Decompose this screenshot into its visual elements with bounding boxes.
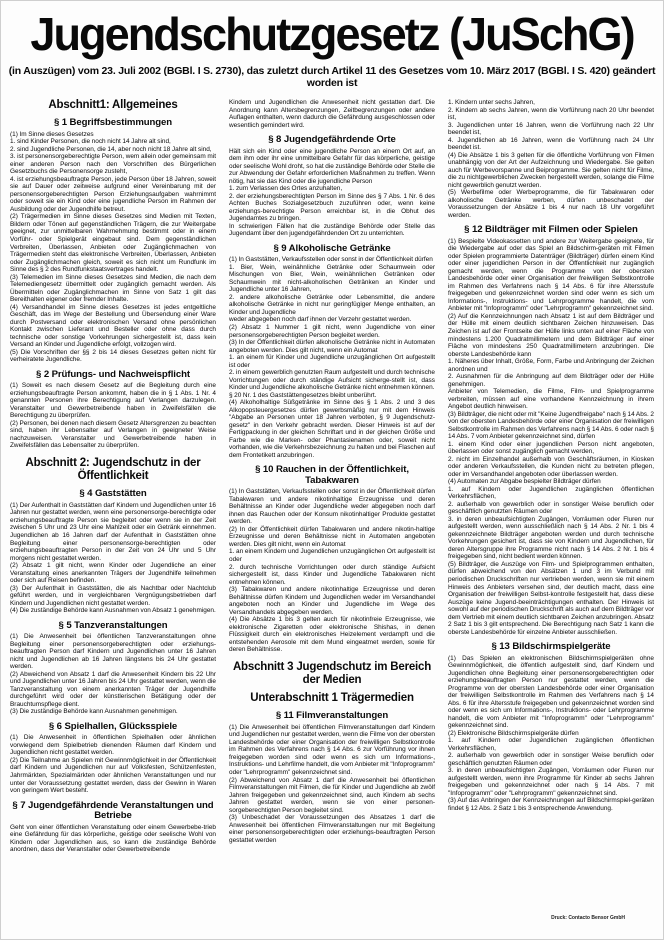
page-title: Jugendschutzgesetz (JuSchG) bbox=[30, 8, 634, 60]
law-paragraph: (2) Abweichend von Absatz 1 darf die Anwesenheit Kindern bis 22 Uhr und Jugendlichen unter 16 Jahren bis 24 Uhr gestattet werden, wenn die Tanzveranstaltung von einem anerkannten Träger der Jugendhilfe durchgeführt wird oder der künstlerischen Betätigung oder der Brauchtumspflege dient. bbox=[10, 670, 216, 708]
law-paragraph: 2. in einem gewerblich genutzten Raum aufgestellt und durch technische Vorrichtungen oder durch ständige Aufsicht sicherge-stellt ist, dass Kinder und Jugendliche alkoholische Getränke nicht entnehmen können. bbox=[229, 369, 435, 392]
law-paragraph: (5) Die Vorschriften der §§ 2 bis 14 dieses Gesetzes gelten nicht für verheiratete Jugendliche. bbox=[10, 348, 216, 364]
law-paragraph: 3. in deren unbeaufsichtigten Zugängen, Vorräumen oder Fluren nur aufgestellt werden, wenn ausschließlich nach § 14 Abs. 2 Nr. 1 bis 4 gekennzeichnete Bildträger angeboten werden und durch technische Vorkehrungen gesichert ist, dass sie von Kindern und Jugendlichen, für deren Altersgruppe ihre Programme nicht nach § 14 Abs. 2 Nr. 1 bis 4 freigegeben sind, nicht bedient werden können. bbox=[448, 515, 654, 561]
law-paragraph: (1) Im Sinne dieses Gesetzes bbox=[10, 130, 94, 138]
law-paragraph: (1) Bespielte Videokassetten und andere zur Weitergabe geeignete, für die Wiedergabe auf oder das Spiel an Bildschirm-geräten mit Filmen oder Spielen programmierte Datenträger (Bildträger) dürfen einem Kind oder einer jugendlichen Person in der Öffentlichkeit nur zugänglich gemacht werden, wenn die Programme von der obersten Landesbehörde oder einer Organisation der freiwilligen Selbstkontrolle im Rahmen des Verfahrens nach § 14 Abs. 6 für ihre Altersstufe freigegeben und gekennzeichnet worden sind oder wenn es sich um Informations-, Instruktions- und Lehrprogramme handelt, die vom Anbieter mit "Infoprogramm" oder "Lehrprogramm" gekennzeichnet sind. bbox=[448, 237, 654, 313]
law-paragraph: (2) Auf die Kennzeichnungen nach Absatz 1 ist auf dem Bildträger und der Hülle mit einem deutlich sichtbaren Zeichen hinzuweisen. Das Zeichen ist auf der Frontseite der Hülle links unten auf einer Fläche von mindestens 1.200 Quadratmillimetern und dem Bildträger auf einer Fläche von mindestens 250 Quadratmillimetern anzubringen. Die oberste Landesbehörde kann bbox=[448, 312, 654, 358]
law-paragraph: (3) Telemedien im Sinne dieses Gesetzes sind Medien, die nach dem Telemediengesetz übermittelt oder zugänglich gemacht werden. Als Übermitteln oder Zugänglichmachen im Sinne von Satz 1 gilt das Bereithalten eigener oder fremder Inhalte. bbox=[10, 273, 216, 304]
law-paragraph: (2) Elektronische Bildschirmspielgeräte dürfen bbox=[448, 729, 579, 737]
law-paragraph: (1) Die Anwesenheit in öffentlichen Spielhallen oder ähnlichen vorwiegend dem Spielbetrieb dienenden Räumen darf Kindern und Jugendlichen nicht gestattet werden. bbox=[10, 734, 216, 757]
law-paragraph: Hält sich ein Kind oder eine jugendliche Person an einem Ort auf, an dem ihm oder ihr eine unmittelbare Gefahr für das körperliche, geistige oder seelische Wohl droht, so hat die zuständige Behörde oder Stelle die zur Abwendung der Gefahr erforderlichen Maßnahmen zu treffen. Wenn nötig, hat sie das Kind oder die jugendliche Person bbox=[229, 147, 435, 185]
section-heading: § 13 Bildschirmspielgeräte bbox=[491, 641, 611, 653]
section-heading: § 7 Jugendgefährdende Veranstaltungen und Betriebe bbox=[12, 799, 214, 822]
chapter-heading: Abschnitt1: Allgemeines bbox=[48, 99, 178, 111]
law-paragraph: 2. andere alkoholische Getränke oder Lebensmittel, die andere alkoholische Getränke in nicht nur geringfügiger Menge enthalten, an Kinder und Jugendliche bbox=[229, 293, 435, 316]
law-paragraph: (1) Soweit es nach diesem Gesetz auf die Begleitung durch eine erziehungsbeauftragte Person ankommt, haben die in § 1 Abs. 1 Nr. 4 genannten Personen ihre Berechtigung auf Verlangen darzulegen. Veranstalter und Gewerbetreibende haben in Zweifelsfällen die Berechtigung zu überprüfen. bbox=[10, 382, 216, 420]
law-paragraph: (3) Auf das Anbringen der Kennzeichnungen auf Bildschirmspiel-geräten findet § 12 Abs. 2 Satz 1 bis 3 entsprechende Anwendung. bbox=[448, 797, 654, 812]
law-paragraph: (4) Die Absätze 1 bis 3 gelten auch für nikotinfreie Erzeugnisse, wie elektronische Zigaretten oder elektronische Shishas, in denen Flüssigkeit durch ein elektronisches Heizelement verdampft und die entstehenden Aerosole mit dem Mund eingeatmet werden, sowie für deren Behältnisse. bbox=[229, 616, 435, 654]
law-paragraph: (2) Absatz 1 Nummer 1 gilt nicht, wenn Jugendliche von einer personensorgeberechtigten Person begleitet werden. bbox=[229, 323, 435, 339]
law-paragraph: 1. Bier, Wein, weinähnliche Getränke oder Schaumwein oder Mischungen von Bier, Wein, weinähnlichen Getränken oder Schaumwein mit nicht-alkoholischen Getränken an Kinder und Jugendliche unter 16 Jahren, bbox=[229, 263, 435, 294]
law-paragraph: 1. an einem für Kinder und Jugendliche unzugänglichen Ort aufgestellt ist oder bbox=[229, 354, 435, 369]
law-paragraph: (1) In Gaststätten, Verkaufsstellen oder sonst in der Öffentlichkeit dürfen bbox=[229, 256, 433, 264]
law-paragraph: 1. zum Verlassen des Ortes anzuhalten, bbox=[229, 185, 343, 193]
law-paragraph: (2) Trägermedien im Sinne dieses Gesetzes sind Medien mit Texten, Bildern oder Tönen auf gegenständlichen Trägern, die zur Weitergabe geeignet, zur unmittelbaren Wahrnehmung bestimmt oder in einem Vorführ- oder Spielgerät eingebaut sind. Dem gegenständlichen Verbreiten, Überlassen, Anbieten oder Zugänglichmachen von Trägermedien steht das elektronische Verbreiten, Überlassen, Anbieten oder Zugänglichmachen gleich, soweit es sich nicht um Rundfunk im Sinne des § 2 des Rundfunkstaatsvertrages handelt. bbox=[10, 213, 216, 274]
law-paragraph: 2. Ausnahmen für die Anbringung auf dem Bildträger oder der Hülle genehmigen. bbox=[448, 373, 654, 388]
section-heading: § 5 Tanzveranstaltungen bbox=[58, 619, 168, 631]
law-paragraph: (1) In Gaststätten, Verkaufsstellen oder sonst in der Öffentlichkeit dürfen Tabakwaren und andere nikotinhaltige Erzeugnisse und deren Behältnisse an Kinder oder Jugendliche weder abgegeben noch darf ihnen das Rauchen oder der Konsum nikotinhaltiger Produkte gestattet werden. bbox=[229, 488, 435, 526]
law-paragraph: 1. einem Kind oder einer jugendlichen Person nicht angeboten, überlassen oder sonst zugänglich gemacht werden, bbox=[448, 440, 654, 456]
law-paragraph: (5) Bildträger, die Auszüge von Film- und Spielprogrammen enthalten, dürfen abweichend von den Absätzen 1 und 3 im Verbund mit periodischen Druckschriften nur vertrieben werden, wenn sie mit einem Hinweis des Anbieters versehen sind, der deutlich macht, dass eine Organisation der freiwilligen Selbst-kontrolle festgestellt hat, dass diese Auszüge keine Jugend-beeinträchtigungen enthalten. Der Hinweis ist sowohl auf der periodischen Druckschrift als auch auf dem Bildträger vor dem Vertrieb mit einem deutlich sichtbaren Zeichen anzubringen. Absatz 2 Satz 1 bis 3 gilt entsprechend. Die Berechtigung nach Satz 1 kann die oberste Landesbehörde für einzelne Anbieter ausschließen. bbox=[448, 560, 654, 636]
law-paragraph: Anbieter von Telemedien, die Filme, Film- und Spielprogramme verbreiten, müssen auf eine vorhandene Kennzeichnung in ihrem Angebot deutlich hinweisen. bbox=[448, 388, 654, 411]
law-paragraph: (3) Der Aufenthalt in Gaststätten, die als Nachtbar oder Nachtclub geführt werden, und in vergleichbaren Vergnügungsbetrieben darf Kindern und Jugendlichen nicht gestattet werden. bbox=[10, 584, 216, 607]
chapter-heading: Abschnitt 2: Jugendschutz in der Öffentlichkeit bbox=[25, 456, 201, 483]
section-heading: § 11 Filmveranstaltungen bbox=[275, 710, 389, 722]
law-paragraph: 4. Jugendlichen ab 16 Jahren, wenn die Vorführung nach 24 Uhr beendet ist. bbox=[448, 136, 654, 152]
law-paragraph: (4) Alkoholhaltige Süßgetränke im Sinne des § 1 Abs. 2 und 3 des Alkopopsteuergesetzes dürfen gewerbsmäßig nur mit dem Hinweis "Abgabe an Personen unter 18 Jahren verboten, § 9 Jugendschutz-gesetz" in den Verkehr gebracht werden. Dieser Hinweis ist auf der Fertigpackung in der gleichen Schriftart und in der gleichen Größe und Farbe wie die Marken- oder Phantasienamen oder, soweit nicht vorhanden, wie die Verkehrsbezeichnung zu halten und bei Flaschen auf dem Frontetikett anzubringen. bbox=[229, 399, 435, 459]
column-2 bbox=[229, 99, 435, 854]
law-paragraph: (1) Das Spielen an elektronischen Bildschirmspielgeräten ohne Gewinnmöglichkeit, die öffentlich aufgestellt sind, darf Kindern und Jugendlichen ohne Begleitung einer personensorgeberechtigten oder erziehungsbeauftragten Person nur gestattet werden, wenn die Programme von der obersten Landesbehörde oder einer Organisation der freiwilligen Selbstkontrolle im Rahmen des Verfahrens nach § 14 Abs. 6 für ihre Altersstufe freigegeben und gekennzeichnet worden sind oder wenn es sich um Informations-, Instruktions- oder Lehrprogramme handelt, die vom Anbieter mit "Infoprogramm" oder "Lehrprogramm" gekennzeichnet sind. bbox=[448, 654, 654, 730]
section-heading: § 6 Spielhallen, Glücksspiele bbox=[48, 720, 178, 732]
section-heading: § 4 Gaststätten bbox=[79, 488, 147, 500]
section-heading: § 10 Rauchen in der Öffentlichkeit, Tabakwaren bbox=[255, 464, 409, 486]
law-paragraph: Kindern und Jugendlichen die Anwesenheit nicht gestatten darf. Die Anordnung kann Altersbegrenzungen, Zeitbegrenzungen oder andere Auflagen enthalten, wenn dadurch die Gefährdung ausgeschlossen oder wesentlich gemindert wird. bbox=[229, 99, 435, 129]
column-3 bbox=[448, 99, 654, 854]
law-paragraph: 2. außerhalb von gewerblich oder in sonstiger Weise beruflich oder geschäftlich genutzten Räumen oder bbox=[448, 752, 654, 767]
law-paragraph: 1. sind Kinder Personen, die noch nicht 14 Jahre alt sind, bbox=[10, 138, 171, 146]
law-paragraph: 2. Kindern ab sechs Jahren, wenn die Vorführung nach 20 Uhr beendet ist, bbox=[448, 106, 654, 122]
section-heading: § 12 Bildträger mit Filmen oder Spielen bbox=[464, 224, 638, 236]
law-paragraph: 3. ist personensorgeberechtigte Person, wem allein oder gemeinsam mit einer anderen Person nach den Vorschriften des Bürgerlichen Gesetzbuchs die Personensorge zusteht, bbox=[10, 153, 216, 176]
law-paragraph: (2) In der Öffentlichkeit dürfen Tabakwaren und andere nikotin-haltige Erzeugnisse und deren Behältnisse nicht in Automaten angeboten werden. Dies gilt nicht, wenn ein Automat bbox=[229, 525, 435, 548]
law-paragraph: (2) Personen, bei denen nach diesem Gesetz Altersgrenzen zu beachten sind, haben ihr Lebensalter auf Verlangen in geeigneter Weise nachzuweisen. Veranstalter und Gewerbetreibende haben in Zweifelsfällen das Lebensalter zu überprüfen. bbox=[10, 419, 216, 450]
chapter-heading: Abschnitt 3 Jugendschutz im Bereich der Medien bbox=[232, 660, 432, 686]
law-paragraph: (1) Der Aufenthalt in Gaststätten darf Kindern und Jugendlichen unter 16 Jahren nur gestattet werden, wenn eine personensorge-berechtigte oder erziehungsbeauftragte Person sie begleitet oder wenn sie in der Zeit zwischen 5 Uhr und 23 Uhr eine Mahlzeit oder ein Getränk einnehmen. Jugendlichen ab 16 Jahren darf der Aufenthalt in Gaststätten ohne Begleitung einer personensorge-berechtigten oder erziehungsbeauftragten Person in der Zeit von 24 Uhr und 5 Uhr morgens nicht gestattet werden. bbox=[10, 501, 216, 562]
law-paragraph: 1. Kindern unter sechs Jahren, bbox=[448, 99, 535, 106]
law-paragraph: (4) Die Absätze 1 bis 3 gelten für die öffentliche Vorführung von Filmen unabhängig von der Art der Aufzeichnung und Wiedergabe. Sie gelten auch für Werbevorspanne und Beiprogramme. Sie gelten nicht für Filme, die zu nichtgewerblichen Zwecken hergestellt werden, solange die Filme nicht gewerblich genutzt werden. bbox=[448, 151, 654, 189]
law-paragraph: 4. ist erziehungsbeauftragte Person, jede Person über 18 Jahren, soweit sie auf Dauer oder zeitweise aufgrund einer Vereinbarung mit der personensorgeberechtigten Person Erziehungsaufgaben wahrnimmt oder soweit sie ein Kind oder eine jugendliche Person im Rahmen der Ausbildung oder der Jugendhilfe betreut. bbox=[10, 175, 216, 213]
law-paragraph: (4) Versandhandel im Sinne dieses Gesetzes ist jedes entgeltliche Geschäft, das im Wege der Bestellung und Übersendung einer Ware durch Postversand oder elektronischen Versand ohne persönlichen Kontakt zwischen Lieferant und Besteller oder ohne dass durch technische oder sonstige Vorkehrungen sichergestellt ist, dass kein Versand an Kinder und Jugendliche erfolgt, vollzogen wird. bbox=[10, 303, 216, 349]
law-paragraph: weder abgegeben noch darf ihnen der Verzehr gestattet werden. bbox=[229, 316, 412, 324]
law-paragraph: (3) Tabakwaren und andere nikotinhaltige Erzeugnisse und deren Behältnisse dürfen Kindern und Jugendlichen weder im Versandhandel angeboten noch an Kinder und Jugendliche im Wege des Versandhandels abgegeben werden. bbox=[229, 586, 435, 616]
law-paragraph: 2. nicht im Einzelhandel außerhalb von Geschäftsräumen, in Kiosken oder anderen Verkaufsstellen, die Kunden nicht zu betreten pflegen, oder im Versandhandel angeboten oder überlassen werden. bbox=[448, 455, 654, 478]
section-heading: § 1 Begriffsbestimmungen bbox=[53, 117, 173, 129]
law-paragraph: (2) Absatz 1 gilt nicht, wenn Kinder oder Jugendliche an einer Veranstaltung eines anerkannten Trägers der Jugendhilfe teilnehmen oder sich auf Reisen befinden. bbox=[10, 562, 216, 585]
law-paragraph: 2. durch technische Vorrichtungen oder durch ständige Aufsicht sichergestellt ist, dass Kinder und Jugendliche Tabakwaren nicht entnehmen können. bbox=[229, 563, 435, 586]
law-paragraph: (2) Abweichend von Absatz 1 darf die Anwesenheit bei öffentlichen Filmveranstaltungen mit Filmen, die für Kinder und Jugendliche ab zwölf Jahren freigegeben und gekennzeichnet sind, auch Kindern ab sechs Jahren gestattet werden, wenn sie von einer personen-sorgeberechtigten Person begleitet sind. bbox=[229, 776, 435, 814]
law-paragraph: (1) Die Anwesenheit bei öffentlichen Tanzveranstaltungen ohne Begleitung einer personensorgeberechtigten oder erziehungs-beauftragten Person darf Kindern und Jugendlichen unter 16 Jahren nicht und Jugendlichen ab 16 Jahren längstens bis 24 Uhr gestattet werden. bbox=[10, 633, 216, 671]
law-paragraph: 1. auf Kindern oder Jugendlichen zugänglichen öffentlichen Verkehrsflächen, bbox=[448, 737, 654, 752]
law-paragraph: (5) Werbefilme oder Werbeprogramme, die für Tabakwaren oder alkoholische Getränke werben, dürfen unbeschadet der Voraussetzungen der Absätze 1 bis 4 nur nach 18 Uhr vorgeführt werden. bbox=[448, 189, 654, 219]
law-paragraph: (3) Unbeschadet der Voraussetzungen des Absatzes 1 darf die Anwesenheit bei öffentlichen Filmveranstaltungen nur mit Begleitung einer personensorgeberechtigten oder erziehungs-beauftragten Person gestattet werden bbox=[229, 814, 435, 844]
section-heading: § 8 Jugendgefährdende Orte bbox=[268, 134, 396, 146]
law-paragraph: 3. in deren unbeaufsichtigten Zugängen, Vorräumen oder Fluren nur aufgestellt werden, wenn ihre Programme für Kinder ab sechs Jahren freigegeben und gekennzeichnet oder nach § 14 Abs. 7 mit "Infoprogramm" oder "Lehrprogramm" gekennzeichnet sind. bbox=[448, 767, 654, 797]
law-paragraph: (4) Die zuständige Behörde kann Ausnahmen von Absatz 1 genehmigen. bbox=[10, 607, 216, 615]
column-1 bbox=[10, 99, 216, 854]
chapter-subheading: Unterabschnitt 1 Trägermedien bbox=[250, 692, 414, 705]
print-imprint: Druck: Contacto Bensor GmbH bbox=[551, 915, 625, 921]
law-paragraph: (2) Die Teilnahme an Spielen mit Gewinnmöglichkeit in der Öffentlichkeit darf Kindern und Jugendlichen nur auf Volksfesten, Schützenfesten, Jahrmärkten, Spezialmärkten oder ähnlichen Veranstaltungen und nur unter der Voraussetzung gestattet werden, dass der Gewinn in Waren von geringem Wert besteht. bbox=[10, 756, 216, 795]
law-paragraph: (1) Die Anwesenheit bei öffentlichen Filmveranstaltungen darf Kindern und Jugendlichen nur gestattet werden, wenn die Filme von der obersten Landesbehörde oder einer Organisation der freiwilligen Selbstkontrolle im Rahmen des Verfahrens nach § 14 Abs. 6 zur Vorführung vor ihnen freigegeben worden sind oder wenn es sich um Informations-, Instruktions- und Lehrfilme handelt, die vom Anbieter mit "Infoprogramm" oder "Lehrprogramm" gekennzeichnet sind. bbox=[229, 723, 435, 776]
law-paragraph: Geht von einer öffentlichen Veranstaltung oder einem Gewerbebe-trieb eine Gefährdung für das körperliche, geistige oder seelische Wohl von Kindern oder Jugendlichen aus, so kann die zuständige Behörde anordnen, dass der Veranstalter oder Gewerbetreibende bbox=[10, 823, 216, 854]
law-paragraph: 1. Näheres über Inhalt, Größe, Form, Farbe und Anbringung der Zeichen anordnen und bbox=[448, 358, 654, 373]
law-paragraph: 2. außerhalb von gewerblich oder in sonstiger Weise beruflich oder geschäftlich genutzten Räumen oder bbox=[448, 500, 654, 516]
law-paragraph: (4) Automaten zur Abgabe bespielter Bildträger dürfen bbox=[448, 478, 601, 486]
section-heading: § 2 Prüfungs- und Nachweispflicht bbox=[36, 368, 190, 380]
law-paragraph: (3) Die zuständige Behörde kann Ausnahmen genehmigen. bbox=[10, 708, 178, 716]
page-subtitle: (in Auszügen) vom 23. Juli 2002 (BGBl. I S. 2730), das zuletzt durch Artikel 11 des Gesetzes vom 10. März 2017 (BGBl. I S. 420) geändert worden ist bbox=[8, 65, 656, 89]
law-paragraph: 1. auf Kindern oder Jugendlichen zugänglichen öffentlichen Verkehrsflächen, bbox=[448, 485, 654, 501]
law-paragraph: 1. an einem Kindern und Jugendlichen unzugänglichen Ort aufgestellt ist oder bbox=[229, 548, 435, 563]
law-paragraph: 2. der erziehungsberechtigten Person im Sinne des § 7 Abs. 1 Nr. 6 des Achten Buches Sozialgesetzbuch zuzuführen oder, wenn keine erziehungs-berechtigte Person erreichbar ist, in die Obhut des Jugendamtes zu bringen. bbox=[229, 192, 435, 223]
law-paragraph: § 20 Nr. 1 des Gaststättengesetzes bleibt unberührt. bbox=[229, 391, 377, 399]
section-heading: § 9 Alkoholische Getränke bbox=[273, 242, 391, 254]
text-columns bbox=[1, 89, 663, 854]
law-paragraph: 2. sind Jugendliche Personen, die 14, aber noch nicht 18 Jahre alt sind, bbox=[10, 145, 212, 153]
law-paragraph: (3) In der Öffentlichkeit dürfen alkoholische Getränke nicht in Automaten angeboten werden. Dies gilt nicht, wenn ein Automat bbox=[229, 339, 435, 354]
law-paragraph: (3) Bildträger, die nicht oder mit "Keine Jugendfreigabe" nach § 14 Abs. 2 von der obersten Landesbehörde oder einer Organisation der freiwilligen Selbstkontrolle im Rahmen des Verfahrens nach § 14 Abs. 6 oder nach § 14 Abs. 7 vom Anbieter gekennzeichnet sind, dürfen bbox=[448, 410, 654, 441]
law-paragraph: In schwierigen Fällen hat die zuständige Behörde oder Stelle das Jugendamt über den jugendgefährdenden Ort zu unterrichten. bbox=[229, 222, 435, 238]
law-paragraph: 3. Jugendlichen unter 16 Jahren, wenn die Vorführung nach 22 Uhr beendet ist, bbox=[448, 121, 654, 137]
